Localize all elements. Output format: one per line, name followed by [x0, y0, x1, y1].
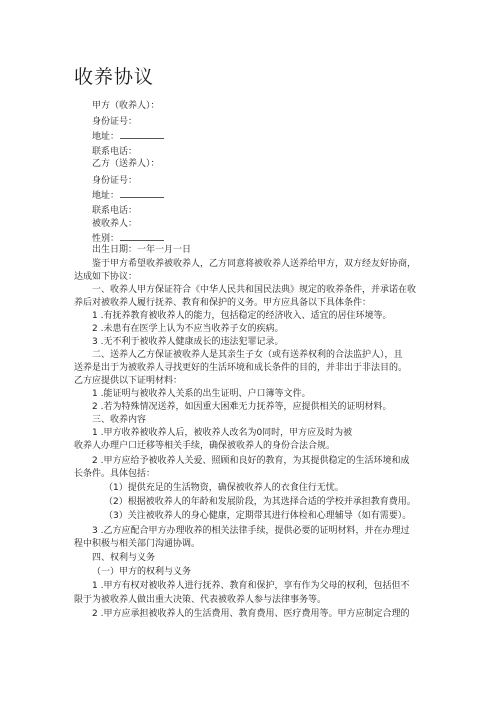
adoptee-gender-label: 性别：: [92, 234, 120, 244]
party-a-phone-label: 联系电话：: [92, 147, 138, 157]
adoptee-gender-blank: [120, 231, 164, 241]
party-a-label: 甲方（收养人）：: [92, 101, 160, 111]
adoptee-phone-label: 联系电话：: [92, 206, 138, 216]
paragraph-line: 鉴于甲方希望收养被收养人，乙方同意将被收养人送养给甲方，双方经友好协商，: [92, 259, 417, 269]
party-b-id-label: 身份证号：: [92, 176, 138, 186]
party-b-address-label: 地址：: [92, 191, 120, 201]
list-item: （1）提供充足的生活物资，确保被收养人的衣食住行无忧。: [104, 483, 344, 493]
paragraph-line: 2 .若为特殊情况送养，如因重大困难无力抚养等，应提供相关的证明材料。: [92, 402, 392, 412]
paragraph-line: 2 .甲方应承担被收养人的生活费用、教育费用、医疗费用等。甲方应制定合理的: [92, 609, 410, 619]
party-b-address-blank: [120, 188, 164, 198]
section-heading: 四、权利与义务: [92, 553, 156, 563]
document-title: 收养协议: [74, 66, 155, 88]
paragraph-line: 1 .能证明与被收养人关系的出生证明、户口簿等文件。: [92, 389, 311, 399]
paragraph-line: 1 .有抚养教育被收养人的能力，包括稳定的经济收入、适宜的居住环境等。: [92, 311, 392, 321]
party-b-address-field: [92, 188, 164, 202]
party-b-label: 乙方（送养人）：: [92, 159, 160, 169]
paragraph-line: 2 .未患有在医学上认为不应当收养子女的疾病。: [92, 324, 284, 334]
party-a-address-blank: [120, 129, 164, 139]
paragraph-line: 长条件。具体包括：: [74, 469, 156, 479]
paragraph-line: 乙方应提供以下证明材料：: [74, 376, 183, 386]
paragraph-line: 1 .甲方收养被收养人后，被收养人改名为0同时，甲方应及时为被: [92, 428, 353, 438]
paragraph-line: 2 .甲方应给予被收养人关爱、照顾和良好的教育，为其提供稳定的生活环境和成: [92, 456, 410, 466]
adoptee-name-label: 被收养人：: [92, 219, 138, 229]
paragraph-line: 程中积极与相关部门沟通协调。: [74, 539, 201, 549]
paragraph-line: 收养人办理户口迁移等相关手续，确保被收养人的身份合法合规。: [74, 441, 336, 451]
party-a-address-field: [92, 129, 164, 143]
paragraph-line: 限于为被收养人做出重大决策、代表被收养人参与法律事务等。: [74, 595, 327, 605]
list-item: （3）关注被收养人的身心健康，定期带其进行体检和心理辅导（如有需要）。: [104, 511, 412, 521]
paragraph-line: 1 .甲方有权对被收养人进行抚养、教育和保护，享有作为父母的权利，包括但不: [92, 581, 410, 591]
paragraph-line: 3 .乙方应配合甲方办理收养的相关法律手续，提供必要的证明材料，并在办理过: [92, 526, 410, 536]
adoptee-birth-date: 出生日期：一年一月一日: [92, 245, 192, 255]
adoptee-gender-field: [92, 231, 164, 245]
section-heading: 三、收养内容: [92, 415, 147, 425]
party-a-address-label: 地址：: [92, 132, 120, 142]
paragraph-line: 一、收养人甲方保证符合《中华人民共和国民法典》规定的收养条件，并承诺在收: [92, 285, 417, 295]
subsection-heading: （一）甲方的权利与义务: [92, 567, 192, 577]
list-item: （2）根据被收养人的年龄和发展阶段，为其选择合适的学校并承担教育费用。: [104, 497, 416, 507]
paragraph-line: 3 .无不利于被收养人健康成长的违法犯罪记录。: [92, 337, 284, 347]
paragraph-line: 二、送养人乙方保证被收养人是其亲生子女（或有送养权利的合法监护人），且: [92, 350, 403, 360]
party-a-id-label: 身份证号：: [92, 117, 138, 127]
paragraph-line: 养后对被收养人履行抚养、教育和保护的义务。甲方应具备以下具体条件：: [74, 298, 372, 308]
paragraph-line: 达成如下协议：: [74, 272, 138, 282]
paragraph-line: 送养是出于为被收养人寻找更好的生活环境和成长条件的目的，并非出于非法目的。: [74, 363, 408, 373]
